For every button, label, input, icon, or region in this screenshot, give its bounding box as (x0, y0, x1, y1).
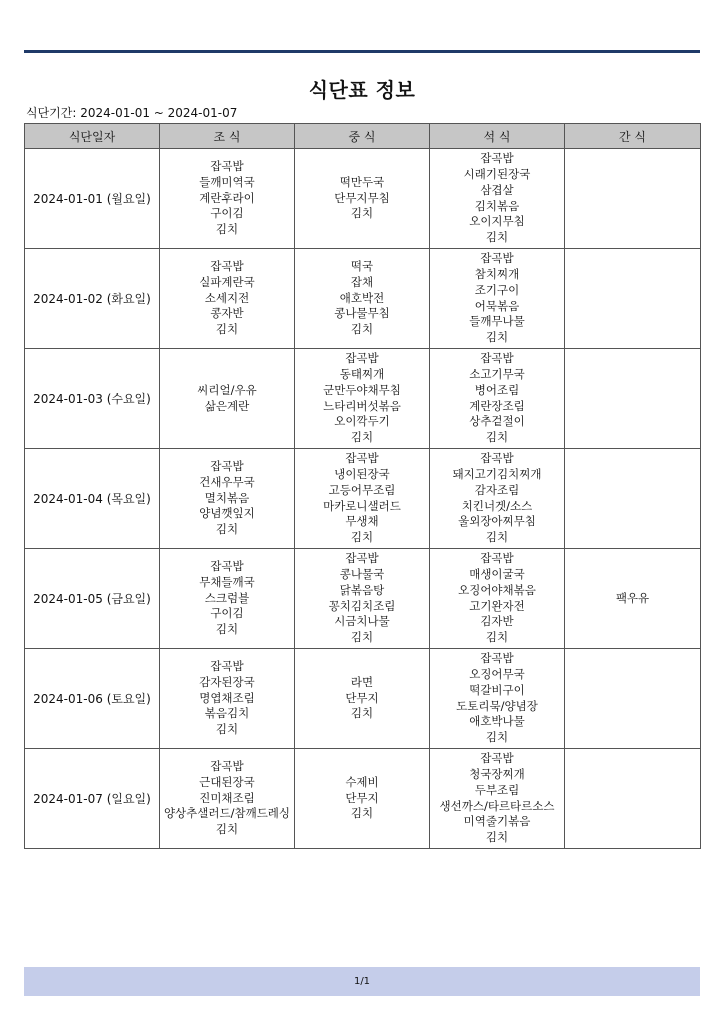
menu-item: 꽁치김치조림 (328, 598, 396, 613)
snack-cell (565, 249, 701, 349)
menu-item: 김치 (350, 322, 374, 337)
menu-item: 치킨너겟/소스 (461, 498, 533, 513)
snack-cell (565, 749, 701, 849)
menu-item: 실파계란국 (199, 274, 255, 289)
breakfast-menu-list (199, 459, 255, 538)
breakfast-cell (160, 249, 295, 349)
menu-item: 팩우유 (615, 590, 650, 605)
menu-item: 잡채 (350, 274, 374, 289)
lunch-cell (295, 749, 430, 849)
menu-item: 감자조림 (474, 482, 520, 497)
menu-item: 구이김 (210, 206, 244, 221)
menu-item: 떡갈비구이 (469, 682, 525, 697)
table-row (25, 549, 701, 649)
menu-item: 콩나물국 (339, 566, 385, 581)
menu-item: 오이지무침 (469, 214, 525, 229)
menu-item: 스크럼블 (204, 590, 250, 605)
menu-item: 울외장아찌무침 (458, 514, 536, 529)
date-cell: 2024-01-07 (일요일) (25, 749, 160, 849)
dinner-menu-list (469, 251, 525, 346)
menu-item: 김치 (485, 230, 509, 245)
menu-item: 잡곡밥 (480, 451, 514, 466)
menu-item: 잡곡밥 (480, 251, 514, 266)
lunch-menu-list (329, 551, 396, 646)
menu-item: 동태찌개 (339, 366, 385, 381)
snack-cell (565, 649, 701, 749)
menu-item: 김치 (485, 330, 509, 345)
menu-item: 씨리얼/우유 (197, 382, 257, 397)
page-title: 식단표 정보 (308, 78, 416, 102)
menu-item: 잡곡밥 (345, 351, 379, 366)
menu-item: 미역줄기볶음 (463, 814, 531, 829)
page-number: 1/1 (353, 976, 371, 987)
dinner-cell (430, 149, 565, 249)
menu-item: 김치 (350, 806, 374, 821)
menu-item: 삼겹살 (480, 182, 514, 197)
lunch-menu-list (323, 351, 401, 446)
table-row (25, 749, 701, 849)
menu-item: 라면 (350, 674, 374, 689)
menu-item: 계란후라이 (199, 190, 255, 205)
breakfast-menu-list (199, 659, 255, 738)
dinner-menu-list (464, 151, 531, 246)
menu-item: 건새우무국 (199, 474, 255, 489)
menu-item: 콩나물무침 (334, 306, 390, 321)
menu-item: 김치 (350, 430, 374, 445)
menu-item: 잡곡밥 (210, 559, 244, 573)
menu-item: 고기완자전 (469, 598, 525, 613)
dinner-menu-list (456, 651, 538, 746)
menu-item: 상추겉절이 (469, 414, 525, 429)
breakfast-menu-list (199, 259, 255, 338)
date-cell: 2024-01-06 (토요일) (25, 649, 160, 749)
snack-cell (565, 149, 701, 249)
menu-item: 김치 (485, 430, 509, 445)
menu-item: 고등어무조림 (328, 482, 396, 497)
lunch-cell (295, 349, 430, 449)
dinner-cell (430, 249, 565, 349)
menu-item: 구이김 (210, 606, 244, 621)
menu-item: 매생이굴국 (469, 566, 525, 581)
col-header-snack: 간 식 (565, 124, 701, 149)
menu-item: 돼지고기김치찌개 (452, 466, 542, 481)
menu-item: 느타리버섯볶음 (323, 398, 401, 413)
date-cell: 2024-01-05 (금요일) (25, 549, 160, 649)
lunch-cell (295, 649, 430, 749)
date-cell: 2024-01-01 (월요일) (25, 149, 160, 249)
table-row (25, 249, 701, 349)
table-row (25, 349, 701, 449)
table-row (25, 649, 701, 749)
snack-cell (565, 349, 701, 449)
menu-item: 잡곡밥 (480, 351, 514, 366)
table-row (25, 149, 701, 249)
menu-item: 김치볶음 (474, 198, 520, 213)
menu-item: 김치 (350, 630, 374, 645)
menu-item: 단무지무침 (334, 190, 390, 205)
meal-table (24, 123, 701, 849)
menu-item: 잡곡밥 (345, 551, 379, 566)
menu-item: 잡곡밥 (480, 651, 514, 666)
menu-item: 애호박나물 (469, 714, 525, 729)
menu-item: 명엽채조림 (199, 690, 255, 705)
menu-item: 시금치나물 (334, 614, 390, 629)
menu-item: 소고기무국 (469, 366, 525, 381)
menu-item: 감자된장국 (199, 674, 255, 689)
menu-item: 잡곡밥 (210, 259, 244, 273)
menu-item: 오징어야채볶음 (458, 582, 536, 597)
menu-item: 떡만두국 (339, 174, 385, 189)
menu-item: 들깨무나물 (469, 314, 525, 329)
menu-item: 김치 (215, 322, 239, 337)
menu-item: 닭볶음탕 (339, 582, 385, 597)
menu-item: 김치 (215, 722, 239, 737)
lunch-menu-list (323, 451, 401, 546)
breakfast-menu-list (164, 759, 290, 838)
menu-item: 잡곡밥 (210, 159, 244, 173)
menu-item: 잡곡밥 (345, 451, 379, 466)
menu-item: 김치 (485, 630, 509, 645)
breakfast-cell (160, 749, 295, 849)
menu-item: 김치 (350, 706, 374, 721)
dinner-menu-list (458, 551, 536, 646)
lunch-menu-list (334, 175, 390, 222)
lunch-cell (295, 549, 430, 649)
dinner-menu-list (469, 351, 525, 446)
menu-item: 근대된장국 (199, 774, 255, 789)
menu-item: 어묵볶음 (474, 298, 520, 313)
menu-item: 김치 (485, 530, 509, 545)
table-row (25, 449, 701, 549)
menu-item: 단무지 (345, 790, 379, 805)
menu-item: 무채들깨국 (199, 574, 255, 589)
menu-item: 단무지 (345, 690, 379, 705)
date-cell: 2024-01-04 (목요일) (25, 449, 160, 549)
col-header-date: 식단일자 (25, 124, 160, 149)
menu-item: 두부조림 (474, 782, 520, 797)
breakfast-menu-list (199, 559, 255, 638)
col-header-dinner: 석 식 (430, 124, 565, 149)
col-header-lunch: 중 식 (295, 124, 430, 149)
menu-item: 김치 (215, 622, 239, 637)
menu-item: 김치 (485, 730, 509, 745)
date-cell: 2024-01-02 (화요일) (25, 249, 160, 349)
dinner-cell (430, 349, 565, 449)
menu-item: 군만두야채무침 (323, 382, 401, 397)
menu-item: 잡곡밥 (210, 459, 244, 473)
menu-item: 볶음김치 (204, 706, 250, 721)
menu-item: 콩자반 (210, 306, 244, 321)
menu-item: 김치 (350, 530, 374, 545)
menu-item: 참치찌개 (474, 266, 520, 281)
breakfast-cell (160, 349, 295, 449)
menu-item: 들깨미역국 (199, 174, 255, 189)
menu-item: 양상추샐러드/참깨드레싱 (163, 806, 291, 821)
menu-item: 마카로니샐러드 (323, 498, 401, 513)
lunch-cell (295, 449, 430, 549)
meal-table-body (25, 149, 701, 849)
menu-item: 잡곡밥 (480, 751, 514, 766)
date-cell: 2024-01-03 (수요일) (25, 349, 160, 449)
menu-item: 김치 (215, 222, 239, 237)
menu-item: 소세지전 (204, 290, 250, 305)
table-header-row (25, 124, 701, 149)
lunch-menu-list (345, 775, 378, 822)
meal-period: 식단기간: 2024-01-01 ~ 2024-01-07 (26, 106, 238, 120)
menu-item: 시래기된장국 (463, 166, 531, 181)
breakfast-cell (160, 649, 295, 749)
menu-item: 무생채 (345, 514, 379, 529)
snack-cell (565, 549, 701, 649)
footer-bar (24, 967, 700, 996)
menu-item: 잡곡밥 (480, 551, 514, 566)
menu-item: 계란장조림 (469, 398, 525, 413)
lunch-menu-list (345, 675, 378, 722)
menu-item: 김치 (485, 830, 509, 845)
snack-menu-list (616, 591, 649, 607)
dinner-cell (430, 649, 565, 749)
menu-item: 양념깻잎지 (199, 506, 255, 521)
col-header-breakfast: 조 식 (160, 124, 295, 149)
dinner-menu-list (453, 451, 542, 546)
menu-item: 김자반 (480, 614, 514, 629)
menu-item: 청국장찌개 (469, 766, 525, 781)
dinner-cell (430, 749, 565, 849)
menu-item: 삶은계란 (204, 398, 250, 413)
menu-item: 생선까스/타르타르소스 (439, 798, 555, 813)
menu-item: 오이깍두기 (334, 414, 390, 429)
menu-item: 냉이된장국 (334, 466, 390, 481)
menu-item: 잡곡밥 (480, 151, 514, 166)
menu-item: 수제비 (345, 774, 379, 789)
menu-item: 떡국 (350, 259, 374, 273)
menu-item: 진미채조림 (199, 790, 255, 805)
menu-item: 도토리묵/양념장 (456, 698, 538, 713)
menu-item: 멸치볶음 (204, 490, 250, 505)
lunch-cell (295, 149, 430, 249)
menu-item: 김치 (215, 822, 239, 837)
lunch-cell (295, 249, 430, 349)
menu-item: 애호박전 (339, 290, 385, 305)
breakfast-menu-list (197, 383, 256, 415)
dinner-menu-list (440, 751, 555, 846)
breakfast-menu-list (199, 159, 255, 238)
snack-cell (565, 449, 701, 549)
menu-item: 김치 (350, 206, 374, 221)
breakfast-cell (160, 549, 295, 649)
menu-item: 잡곡밥 (210, 759, 244, 773)
menu-item: 오징어무국 (469, 666, 525, 681)
lunch-menu-list (334, 259, 390, 338)
menu-item: 잡곡밥 (210, 659, 244, 673)
breakfast-cell (160, 149, 295, 249)
menu-item: 김치 (215, 522, 239, 537)
breakfast-cell (160, 449, 295, 549)
dinner-cell (430, 449, 565, 549)
menu-item: 조기구이 (474, 282, 520, 297)
menu-item: 병어조림 (474, 382, 520, 397)
top-rule (24, 50, 700, 53)
dinner-cell (430, 549, 565, 649)
